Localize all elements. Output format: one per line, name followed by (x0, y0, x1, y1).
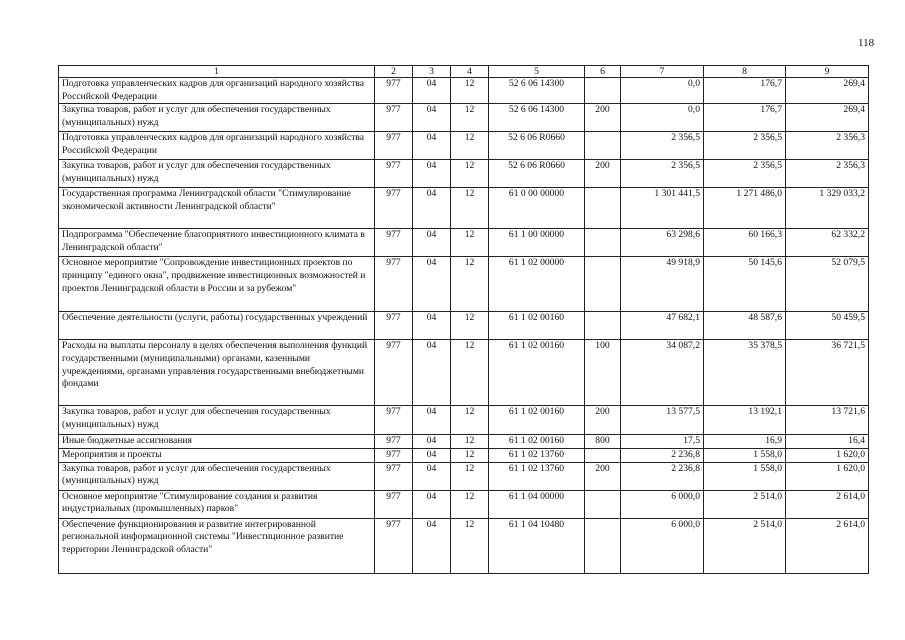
cell-amount-col9: 62 332,2 (786, 229, 869, 257)
cell-target-article: 61 1 02 00160 (489, 340, 585, 406)
cell-section: 04 (413, 312, 451, 340)
cell-ministry-code: 977 (375, 490, 413, 518)
cell-amount-col9: 50 459,5 (786, 312, 869, 340)
cell-amount-col9: 13 721,6 (786, 406, 869, 435)
header-col-1: 1 (59, 66, 375, 78)
cell-section: 04 (413, 257, 451, 312)
table-row (59, 257, 869, 312)
header-col-7: 7 (621, 66, 704, 78)
cell-expense-type (585, 132, 621, 160)
cell-amount-col8: 16,9 (704, 435, 786, 449)
cell-amount-col9: 52 079,5 (786, 257, 869, 312)
header-col-9: 9 (786, 66, 869, 78)
cell-section: 04 (413, 229, 451, 257)
cell-ministry-code: 977 (375, 78, 413, 104)
cell-amount-col8: 1 558,0 (704, 448, 786, 462)
cell-target-article: 61 1 02 00160 (489, 406, 585, 435)
cell-name: Основное мероприятие "Сопровождение инвестиционных проектов по принципу "единого окна", продвижение инвестиционных возможностей и проектов Ленинградской области в России и за рубежом" (59, 257, 375, 312)
cell-expense-type: 800 (585, 435, 621, 449)
cell-amount-col7: 6 000,0 (621, 518, 704, 573)
cell-subsection: 12 (451, 518, 489, 573)
cell-amount-col8: 176,7 (704, 78, 786, 104)
cell-expense-type (585, 312, 621, 340)
cell-expense-type (585, 518, 621, 573)
table-row (59, 435, 869, 449)
cell-amount-col8: 35 378,5 (704, 340, 786, 406)
cell-amount-col9: 2 614,0 (786, 490, 869, 518)
cell-name: Закупка товаров, работ и услуг для обеспечения государственных (муниципальных) нужд (59, 462, 375, 490)
cell-amount-col9: 1 620,0 (786, 462, 869, 490)
cell-section: 04 (413, 448, 451, 462)
cell-ministry-code: 977 (375, 257, 413, 312)
cell-expense-type (585, 188, 621, 229)
header-col-6: 6 (585, 66, 621, 78)
cell-name: Подпрограмма "Обеспечение благоприятного инвестиционного климата в Ленинградской области" (59, 229, 375, 257)
cell-amount-col7: 2 356,5 (621, 160, 704, 188)
header-col-8: 8 (704, 66, 786, 78)
cell-target-article: 61 1 02 00160 (489, 312, 585, 340)
cell-target-article: 61 1 02 00160 (489, 435, 585, 449)
cell-subsection: 12 (451, 406, 489, 435)
cell-name: Закупка товаров, работ и услуг для обеспечения государственных (муниципальных) нужд (59, 160, 375, 188)
cell-amount-col7: 2 236,8 (621, 448, 704, 462)
cell-subsection: 12 (451, 78, 489, 104)
cell-target-article: 52 6 06 R0660 (489, 132, 585, 160)
table-row (59, 312, 869, 340)
cell-expense-type: 100 (585, 340, 621, 406)
cell-expense-type: 200 (585, 160, 621, 188)
cell-name: Закупка товаров, работ и услуг для обеспечения государственных (муниципальных) нужд (59, 104, 375, 132)
cell-subsection: 12 (451, 104, 489, 132)
table-row (59, 132, 869, 160)
cell-section: 04 (413, 188, 451, 229)
cell-amount-col7: 0,0 (621, 104, 704, 132)
table-row (59, 78, 869, 104)
cell-section: 04 (413, 160, 451, 188)
cell-amount-col7: 2 356,5 (621, 132, 704, 160)
cell-section: 04 (413, 490, 451, 518)
cell-amount-col7: 1 301 441,5 (621, 188, 704, 229)
cell-amount-col8: 48 587,6 (704, 312, 786, 340)
cell-expense-type: 200 (585, 406, 621, 435)
cell-subsection: 12 (451, 462, 489, 490)
cell-section: 04 (413, 78, 451, 104)
table-row (59, 229, 869, 257)
cell-section: 04 (413, 104, 451, 132)
cell-amount-col7: 63 298,6 (621, 229, 704, 257)
cell-amount-col8: 176,7 (704, 104, 786, 132)
table-row (59, 160, 869, 188)
cell-amount-col9: 1 329 033,2 (786, 188, 869, 229)
cell-amount-col9: 2 356,3 (786, 132, 869, 160)
cell-expense-type: 200 (585, 462, 621, 490)
cell-amount-col8: 60 166,3 (704, 229, 786, 257)
cell-expense-type (585, 490, 621, 518)
header-col-3: 3 (413, 66, 451, 78)
budget-table (58, 65, 869, 574)
cell-subsection: 12 (451, 312, 489, 340)
cell-ministry-code: 977 (375, 448, 413, 462)
cell-name: Мероприятия и проекты (59, 448, 375, 462)
cell-target-article: 61 0 00 00000 (489, 188, 585, 229)
cell-amount-col7: 49 918,9 (621, 257, 704, 312)
cell-amount-col8: 2 514,0 (704, 518, 786, 573)
cell-amount-col8: 2 356,5 (704, 160, 786, 188)
cell-ministry-code: 977 (375, 462, 413, 490)
cell-section: 04 (413, 435, 451, 449)
cell-ministry-code: 977 (375, 312, 413, 340)
table-row (59, 490, 869, 518)
cell-subsection: 12 (451, 490, 489, 518)
table-row (59, 406, 869, 435)
cell-subsection: 12 (451, 132, 489, 160)
cell-target-article: 61 1 02 00000 (489, 257, 585, 312)
cell-name: Подготовка управленческих кадров для организаций народного хозяйства Российской Федерации (59, 132, 375, 160)
cell-ministry-code: 977 (375, 229, 413, 257)
cell-subsection: 12 (451, 340, 489, 406)
header-col-4: 4 (451, 66, 489, 78)
cell-subsection: 12 (451, 160, 489, 188)
cell-ministry-code: 977 (375, 104, 413, 132)
header-col-2: 2 (375, 66, 413, 78)
table-row (59, 518, 869, 573)
cell-amount-col7: 34 087,2 (621, 340, 704, 406)
cell-section: 04 (413, 132, 451, 160)
table-row (59, 104, 869, 132)
cell-amount-col8: 1 271 486,0 (704, 188, 786, 229)
table-row (59, 188, 869, 229)
cell-section: 04 (413, 406, 451, 435)
cell-name: Подготовка управленческих кадров для организаций народного хозяйства Российской Федерации (59, 78, 375, 104)
cell-subsection: 12 (451, 229, 489, 257)
cell-subsection: 12 (451, 435, 489, 449)
cell-amount-col9: 2 356,3 (786, 160, 869, 188)
header-row (59, 66, 869, 78)
cell-name: Государственная программа Ленинградской области "Стимулирование экономической активности Ленинградской области" (59, 188, 375, 229)
table-row (59, 448, 869, 462)
cell-target-article: 61 1 04 10480 (489, 518, 585, 573)
cell-subsection: 12 (451, 257, 489, 312)
cell-ministry-code: 977 (375, 340, 413, 406)
cell-expense-type (585, 448, 621, 462)
cell-amount-col9: 2 614,0 (786, 518, 869, 573)
cell-ministry-code: 977 (375, 435, 413, 449)
cell-amount-col9: 1 620,0 (786, 448, 869, 462)
table-row (59, 462, 869, 490)
cell-amount-col9: 16,4 (786, 435, 869, 449)
cell-target-article: 61 1 00 00000 (489, 229, 585, 257)
cell-name: Иные бюджетные ассигнования (59, 435, 375, 449)
cell-amount-col9: 269,4 (786, 104, 869, 132)
cell-amount-col9: 36 721,5 (786, 340, 869, 406)
cell-amount-col8: 2 514,0 (704, 490, 786, 518)
cell-name: Обеспечение функционирования и развитие интегрированной региональной информационной системы "Инвестиционное развитие территории Ленинградской области" (59, 518, 375, 573)
cell-section: 04 (413, 518, 451, 573)
cell-amount-col7: 13 577,5 (621, 406, 704, 435)
cell-name: Расходы на выплаты персоналу в целях обеспечения выполнения функций государственными (муниципальными) органами, казенными учреждениями, органами управления государственными внебюджетными фондами (59, 340, 375, 406)
cell-ministry-code: 977 (375, 160, 413, 188)
cell-amount-col7: 17,5 (621, 435, 704, 449)
cell-amount-col7: 2 236,8 (621, 462, 704, 490)
cell-amount-col7: 6 000,0 (621, 490, 704, 518)
cell-ministry-code: 977 (375, 406, 413, 435)
cell-ministry-code: 977 (375, 518, 413, 573)
cell-target-article: 61 1 02 13760 (489, 462, 585, 490)
cell-expense-type: 200 (585, 104, 621, 132)
cell-target-article: 52 6 06 14300 (489, 78, 585, 104)
cell-name: Основное мероприятие "Стимулирование создания и развития индустриальных (промышленных) парков" (59, 490, 375, 518)
table-row (59, 340, 869, 406)
cell-amount-col8: 50 145,6 (704, 257, 786, 312)
header-col-5: 5 (489, 66, 585, 78)
cell-ministry-code: 977 (375, 188, 413, 229)
page-number: 118 (858, 37, 875, 49)
cell-name: Закупка товаров, работ и услуг для обеспечения государственных (муниципальных) нужд (59, 406, 375, 435)
cell-ministry-code: 977 (375, 132, 413, 160)
cell-subsection: 12 (451, 188, 489, 229)
cell-target-article: 61 1 04 00000 (489, 490, 585, 518)
cell-amount-col8: 1 558,0 (704, 462, 786, 490)
cell-amount-col7: 0,0 (621, 78, 704, 104)
cell-expense-type (585, 229, 621, 257)
cell-expense-type (585, 257, 621, 312)
cell-amount-col7: 47 682,1 (621, 312, 704, 340)
cell-name: Обеспечение деятельности (услуги, работы) государственных учреждений (59, 312, 375, 340)
cell-target-article: 61 1 02 13760 (489, 448, 585, 462)
cell-amount-col8: 13 192,1 (704, 406, 786, 435)
cell-section: 04 (413, 340, 451, 406)
cell-target-article: 52 6 06 R0660 (489, 160, 585, 188)
cell-target-article: 52 6 06 14300 (489, 104, 585, 132)
cell-amount-col9: 269,4 (786, 78, 869, 104)
cell-amount-col8: 2 356,5 (704, 132, 786, 160)
cell-section: 04 (413, 462, 451, 490)
cell-expense-type (585, 78, 621, 104)
cell-subsection: 12 (451, 448, 489, 462)
